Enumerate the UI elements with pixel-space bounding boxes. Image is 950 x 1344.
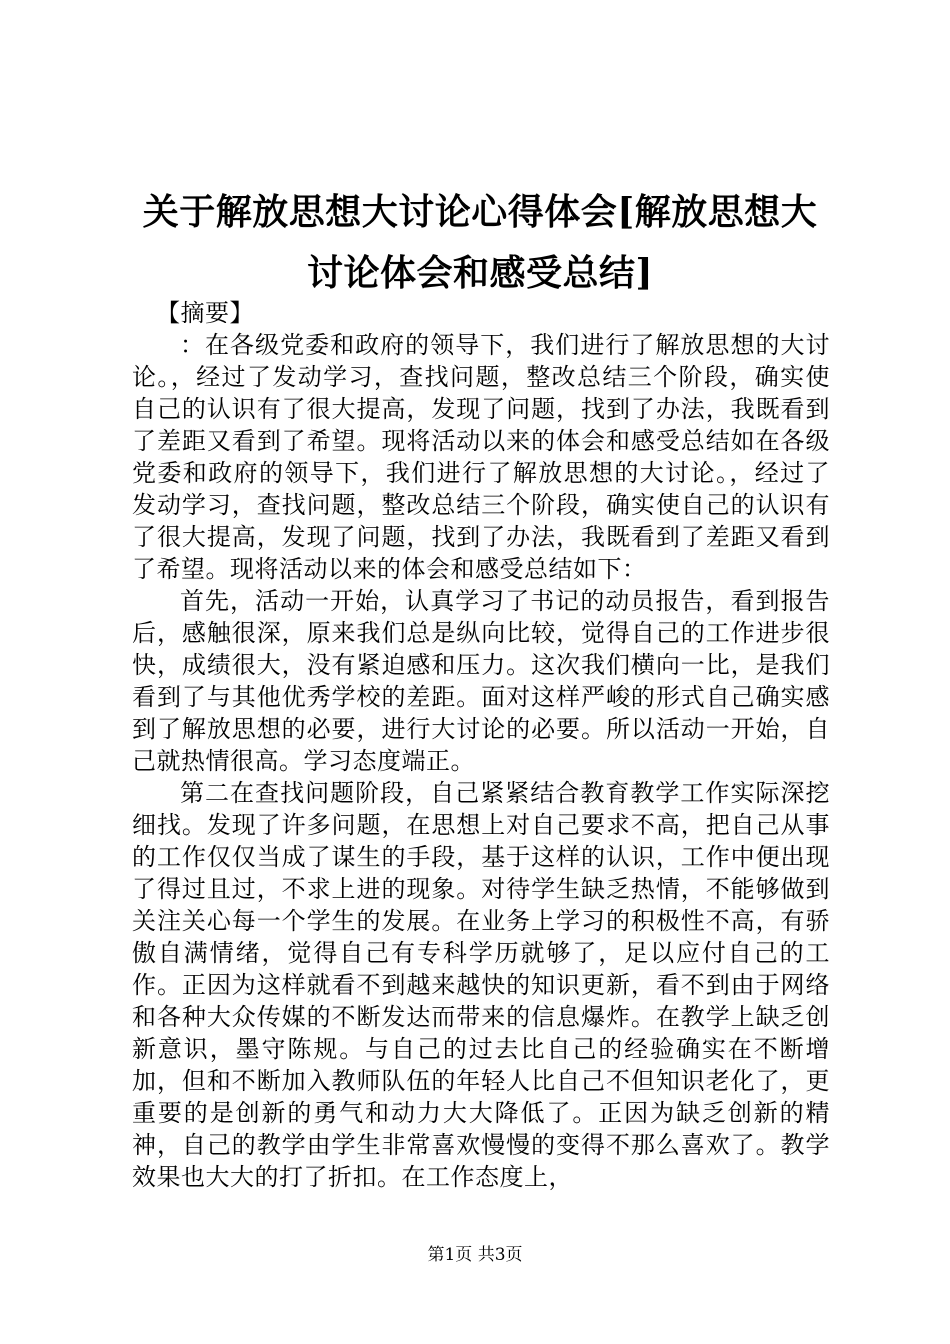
document-title: 关于解放思想大讨论心得体会[解放思想大讨论体会和感受总结] — [142, 191, 818, 294]
abstract-paragraph: ：在各级党委和政府的领导下，我们进行了解放思想的大讨论。，经过了发动学习，查找问题，整改总结三个阶段，确实使自己的认识有了很大提高，发现了问题，找到了办法，我既看到了差距又看到了希望。现将活动以来的体会和感受总结如在各级党委和政府的领导下，我们进行了解放思想的大讨论。，经过了发动学习，查找问题，整改总结三个阶段，确实使自己的认识有了很大提高，发现了问题，找到了办法，我既看到了差距又看到了希望。现将活动以来的体会和感受总结如下： — [132, 331, 830, 583]
abstract-label: 【摘要】 — [156, 299, 254, 327]
document-body — [132, 297, 830, 1193]
body-paragraph-second: 第二在查找问题阶段，自己紧紧结合教育教学工作实际深挖细找。发现了许多问题，在思想上对自己要求不高，把自己从事的工作仅仅当成了谋生的手段，基于这样的认识，工作中便出现了得过且过，不求上进的现象。对待学生缺乏热情，不能够做到关注关心每一个学生的发展。在业务上学习的积极性不高，有骄傲自满情绪，觉得自己有专科学历就够了，足以应付自己的工作。正因为这样就看不到越来越快的知识更新，看不到由于网络和各种大众传媒的不断发达而带来的信息爆炸。在教学上缺乏创新意识，墨守陈规。与自己的过去比自己的经验确实在不断增加，但和不断加入教师队伍的年轻人比自己不但知识老化了，更重要的是创新的勇气和动力大大降低了。正因为缺乏创新的精神，自己的教学由学生非常喜欢慢慢的变得不那么喜欢了。教学效果也大大的打了折扣。在工作态度上， — [132, 779, 830, 1191]
body-paragraph-first: 首先，活动一开始，认真学习了书记的动员报告，看到报告后，感触很深，原来我们总是纵向比较，觉得自己的工作进步很快，成绩很大，没有紧迫感和压力。这次我们横向一比，是我们看到了与其他优秀学校的差距。面对这样严峻的形式自己确实感到了解放思想的必要，进行大讨论的必要。所以活动一开始，自己就热情很高。学习态度端正。 — [132, 587, 830, 775]
page-footer: 第1页 共3页 — [427, 1245, 523, 1265]
